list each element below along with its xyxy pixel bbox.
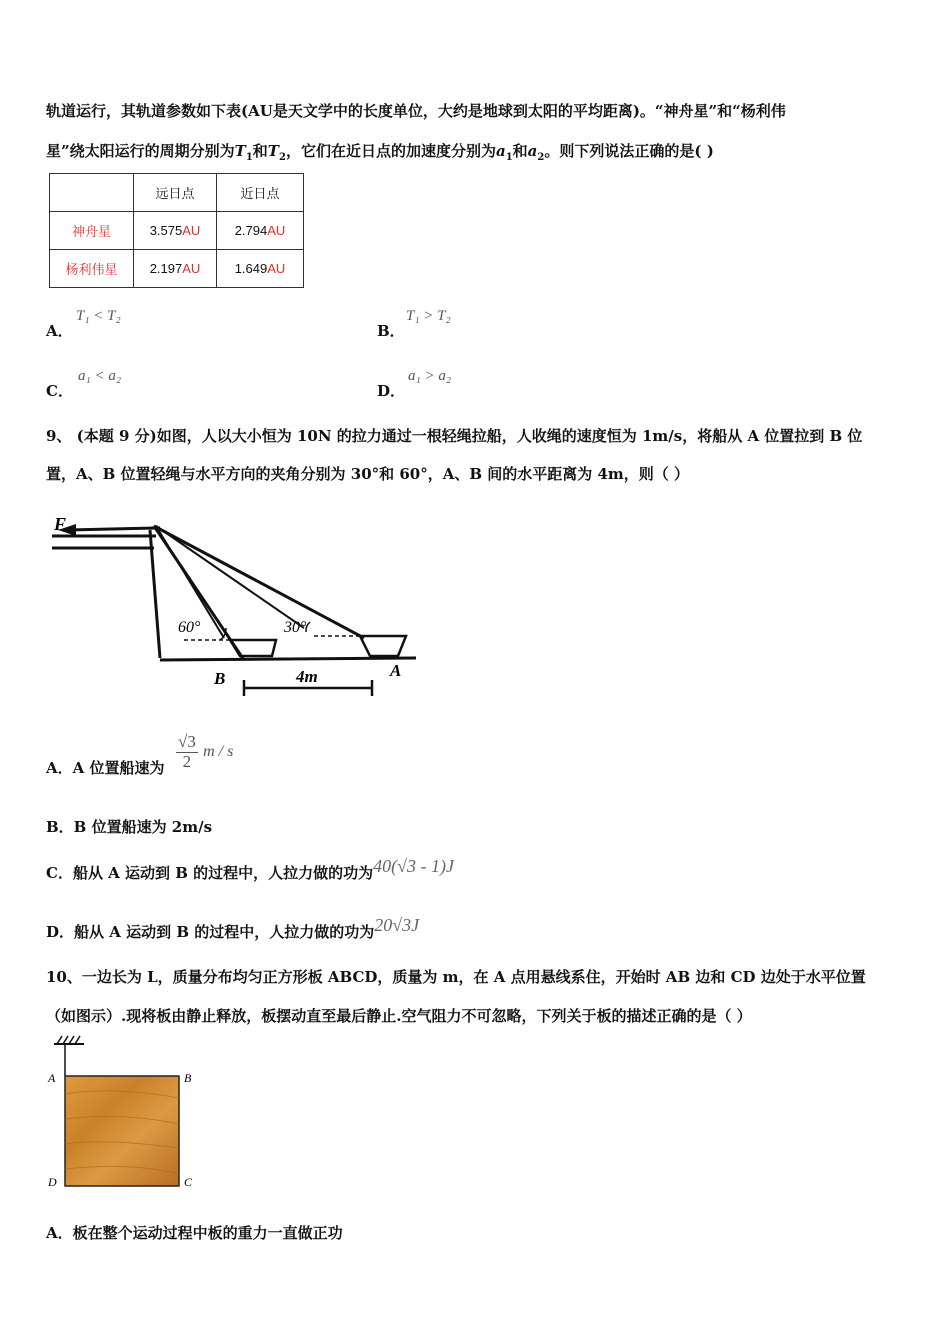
corner-a-label: A <box>48 1071 56 1085</box>
q8-option-d-expr: a₁ > a₂ <box>408 368 452 384</box>
q9-text-line-1: 9、 (本题 9 分)如图，人以大小恒为 10N 的拉力通过一根轻绳拉船，人收绳的速度恒为 1m/s，将船从 A 位置拉到 B 位 <box>46 427 863 445</box>
q9-option-a[interactable]: A．A 位置船速为 <box>46 759 165 777</box>
q8-text-line-1: 轨道运行，其轨道参数如下表(AU是天文学中的长度单位，大约是地球到太阳的平均距离)。“神舟星”和“杨利伟 <box>46 102 786 120</box>
q8-option-c[interactable]: C． <box>46 382 73 400</box>
orbit-parameter-table <box>49 173 304 288</box>
q10-option-a[interactable]: A．板在整个运动过程中板的重力一直做正功 <box>46 1224 343 1242</box>
table-row <box>50 212 304 250</box>
q9-text-line-2: 置，A、B 位置轻绳与水平方向的夹角分别为 30°和 60°，A、B 间的水平距离为 4m，则（ ） <box>46 465 690 483</box>
corner-b-label: B <box>184 1071 192 1085</box>
table-cell-name: 神舟星 <box>50 212 134 250</box>
table-cell-near: 1.649AU <box>217 250 304 288</box>
q10-text-line-1: 10、一边长为 L，质量分布均匀正方形板 ABCD，质量为 m，在 A 点用悬线系住，开始时 AB 边和 CD 边处于水平位置 <box>46 968 866 986</box>
q8-option-c-expr: a₁ < a₂ <box>78 368 122 384</box>
angle-a-label: 30° <box>284 619 307 636</box>
q9-option-c[interactable]: C．船从 A 运动到 B 的过程中，人拉力做的功为40(√3 - 1)J <box>46 856 455 882</box>
distance-label: 4m <box>296 667 318 686</box>
force-label: F <box>54 514 67 534</box>
q8-text-line-2: 星”绕太阳运行的周期分别为$T_1$和$T_2$，它们在近日点的加速度分别为$a_1$和$a_2$。则下列说法正确的是( ) <box>46 142 714 163</box>
boat-pulling-diagram <box>44 508 424 708</box>
table-header-cell: 近日点 <box>217 174 304 212</box>
q9-option-a-expr: $\frac{√3}{2}$ m / s <box>178 732 234 771</box>
table-cell-far: 2.197AU <box>134 250 217 288</box>
q9-option-d[interactable]: D．船从 A 运动到 B 的过程中，人拉力做的功为20√3J <box>46 915 420 941</box>
corner-d-label: D <box>48 1175 57 1189</box>
q10-text-line-2: （如图示）.现将板由静止释放，板摆动直至最后静止.空气阻力不可忽略，下列关于板的描述正确的是（ ） <box>46 1007 752 1025</box>
table-header-row <box>50 174 304 212</box>
q8-option-b[interactable]: B． <box>377 322 405 340</box>
q8-option-a-expr: T₁ < T₂ <box>76 308 121 324</box>
table-row <box>50 250 304 288</box>
table-cell-name: 杨利伟星 <box>50 250 134 288</box>
table-header-cell <box>50 174 134 212</box>
table-cell-near: 2.794AU <box>217 212 304 250</box>
q8-option-d[interactable]: D． <box>377 382 406 400</box>
table-header-cell: 远日点 <box>134 174 217 212</box>
wooden-board <box>65 1076 179 1186</box>
corner-c-label: C <box>184 1175 193 1189</box>
q8-option-a[interactable]: A． <box>46 322 73 340</box>
square-board-diagram <box>44 1034 214 1196</box>
q8-option-b-expr: T₁ > T₂ <box>406 308 451 324</box>
q9-option-b[interactable]: B．B 位置船速为 2m/s <box>46 818 213 836</box>
point-b-label: B <box>214 669 226 688</box>
angle-b-label: 60° <box>178 619 201 636</box>
table-cell-far: 3.575AU <box>134 212 217 250</box>
point-a-label: A <box>390 661 402 680</box>
